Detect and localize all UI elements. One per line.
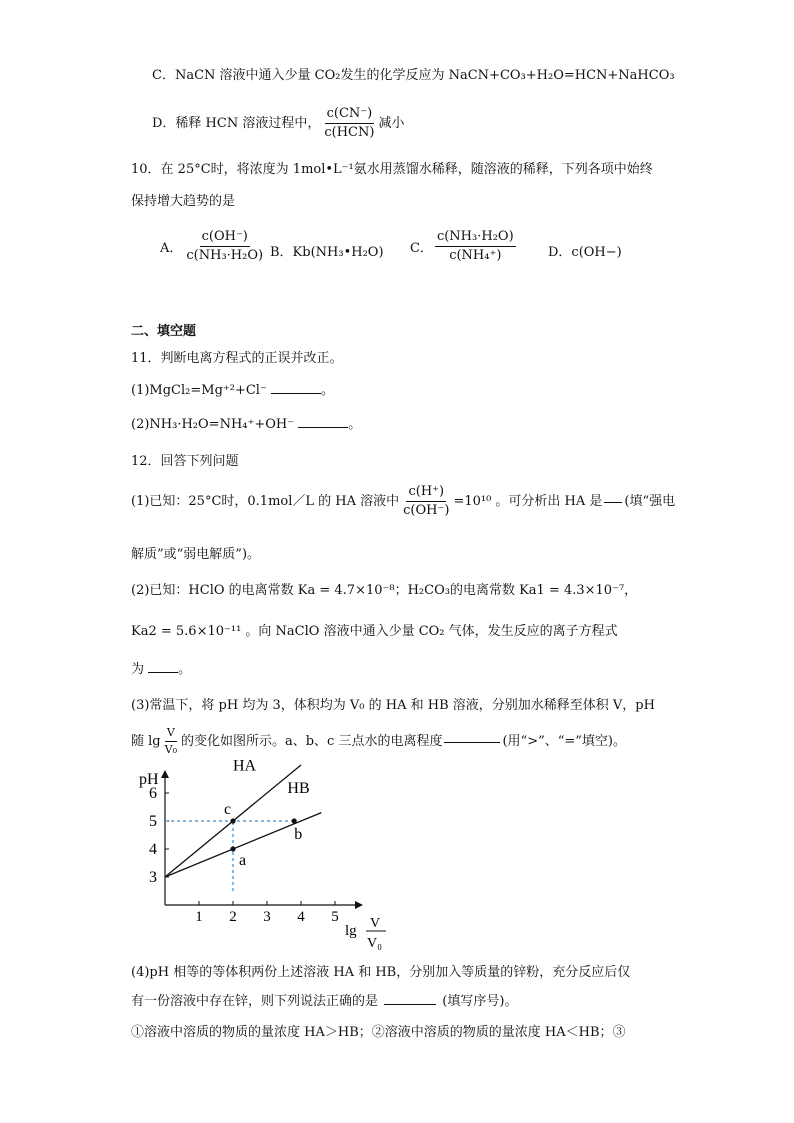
q10-option-a bbox=[160, 230, 267, 264]
q12-p3-l2-b: 的变化如图所示。a、b、c 三点水的电离程度 bbox=[180, 734, 443, 750]
q12-p1-b: =10¹⁰ 。可分析出 HA 是 bbox=[453, 494, 603, 510]
q10-a-label: A． bbox=[160, 241, 183, 257]
x-axis-arrow bbox=[355, 901, 363, 909]
q11-p2-blank[interactable] bbox=[298, 426, 348, 428]
x-tick-label-1: 1 bbox=[195, 909, 203, 925]
x-tick-label-3: 3 bbox=[263, 909, 271, 925]
q12-p2-l3-a: 为 bbox=[131, 662, 145, 677]
q11-part2 bbox=[131, 418, 361, 431]
q10-c-label: C． bbox=[410, 241, 433, 257]
q11-p1-text: (1)MgCl₂=Mg⁺²+Cl⁻ bbox=[131, 383, 267, 398]
q11-part1 bbox=[131, 384, 334, 397]
y-tick-label-3: 3 bbox=[149, 869, 157, 886]
q10-stem-line1: 10．在 25°C时，将浓度为 1mol•L⁻¹氨水用蒸馏水稀释，随溶液的稀释，下列各项中始终 bbox=[131, 162, 653, 177]
q12-p3-blank[interactable] bbox=[444, 741, 500, 743]
q12-stem: 12．回答下列问题 bbox=[131, 454, 239, 469]
y-tick-label-6: 6 bbox=[149, 785, 157, 802]
x-axis-label-num: V bbox=[370, 916, 381, 931]
point-label-b: b bbox=[294, 826, 303, 843]
q12-part2-line3 bbox=[131, 663, 191, 676]
q12-p3-num: V bbox=[165, 727, 177, 742]
chart-svg bbox=[139, 757, 405, 955]
q10-option-c bbox=[410, 230, 518, 264]
point-a bbox=[230, 846, 235, 851]
q9-d-num: c(CN⁻) bbox=[325, 107, 375, 124]
q12-p1-den: c(OH⁻) bbox=[403, 503, 450, 519]
section-title: 二、填空题 bbox=[131, 324, 197, 339]
q12-part3-line1: (3)常温下，将 pH 均为 3，体积均为 V₀ 的 HA 和 HB 溶液，分别加水稀释至体积 V，pH bbox=[131, 698, 655, 713]
q11-p1-blank[interactable] bbox=[271, 392, 321, 394]
q12-p4-blank[interactable] bbox=[384, 1003, 436, 1005]
q12-p1-c: (填“强电 bbox=[624, 494, 676, 510]
x-axis-label-den: V₀ bbox=[367, 936, 382, 951]
x-tick-label-5: 5 bbox=[331, 909, 339, 925]
q10-option-d: D．c(OH−) bbox=[548, 245, 622, 260]
q9-option-c: C．NaCN 溶液中通入少量 CO₂发生的化学反应为 NaCN+CO₃+H₂O=HCN+NaHCO₃ bbox=[152, 68, 675, 83]
q12-p1-num: c(H⁺) bbox=[406, 485, 446, 502]
point-label-c: c bbox=[224, 801, 232, 818]
x-tick-label-2: 2 bbox=[229, 909, 237, 925]
q12-part2-line1: (2)已知：HClO 的电离常数 Ka = 4.7×10⁻⁸；H₂CO₃的电离常数 Ka1 = 4.3×10⁻⁷， bbox=[131, 583, 638, 598]
q12-part4-line1: (4)pH 相等的等体积两份上述溶液 HA 和 HB，分别加入等质量的锌粉，充分反应后仅 bbox=[131, 965, 631, 980]
q10-c-num: c(NH₃·H₂O) bbox=[435, 230, 516, 247]
q12-part2-line2: Ka2 = 5.6×10⁻¹¹ 。向 NaClO 溶液中通入少量 CO₂ 气体，发生反应的离子方程式 bbox=[131, 624, 618, 639]
q11-stem: 11．判断电离方程式的正误并改正。 bbox=[131, 351, 343, 366]
q12-p2-blank[interactable] bbox=[148, 671, 178, 673]
q10-a-num: c(OH⁻) bbox=[200, 230, 250, 247]
q12-p4-l2-a: 有一份溶液中存在锌，则下列说法正确的是 bbox=[131, 994, 379, 1009]
q11-p2-text: (2)NH₃·H₂O=NH₄⁺+OH⁻ bbox=[131, 417, 295, 432]
series-label-HA: HA bbox=[233, 757, 257, 775]
series-label-HB: HB bbox=[287, 780, 310, 797]
q12-p3-den: V₀ bbox=[164, 743, 177, 757]
q12-p3-l2-a: 随 lg bbox=[131, 734, 161, 750]
q12-p1-blank[interactable] bbox=[604, 501, 622, 503]
q12-p4-l2-b: (填写序号)。 bbox=[442, 994, 518, 1009]
q12-part3-line2 bbox=[131, 727, 626, 756]
q12-p1-a: (1)已知：25°C时，0.1mol／L 的 HA 溶液中 bbox=[131, 494, 400, 510]
q12-part4-line2 bbox=[131, 995, 517, 1008]
q12-p3-l2-c: (用“>”、“=”填空)。 bbox=[502, 734, 626, 750]
q10-option-b: B．Kb(NH₃•H₂O) bbox=[270, 245, 384, 260]
y-tick-label-5: 5 bbox=[149, 813, 157, 830]
ph-dilution-chart bbox=[139, 757, 405, 959]
y-axis-label: pH bbox=[139, 771, 159, 788]
q10-a-den: c(NH₃·H₂O) bbox=[186, 248, 264, 264]
q10-c-fraction bbox=[435, 230, 516, 264]
q12-p1-fraction bbox=[401, 485, 451, 519]
point-label-a: a bbox=[239, 852, 247, 869]
y-axis-arrow bbox=[161, 770, 169, 778]
q10-stem-line2: 保持增大趋势的是 bbox=[131, 194, 236, 209]
q12-part1-line1 bbox=[131, 485, 675, 519]
q9-option-d bbox=[152, 107, 404, 141]
q9-d-prefix: D．稀释 HCN 溶液过程中， bbox=[152, 116, 321, 132]
q12-p2-l3-b: 。 bbox=[178, 662, 192, 677]
q11-p2-end: 。 bbox=[348, 417, 362, 432]
q10-a-fraction bbox=[184, 230, 265, 264]
point-b bbox=[292, 818, 297, 823]
q9-d-fraction bbox=[322, 107, 376, 141]
x-axis-label-lg: lg bbox=[345, 923, 357, 939]
q11-p1-end: 。 bbox=[320, 383, 334, 398]
q12-part1-line2: 解质”或“弱电解质”)。 bbox=[131, 547, 261, 562]
q12-part4-line3: ①溶液中溶质的物质的量浓度 HA＞HB；②溶液中溶质的物质的量浓度 HA＜HB；③ bbox=[131, 1025, 626, 1040]
x-tick-label-4: 4 bbox=[297, 909, 305, 925]
point-c bbox=[230, 818, 235, 823]
q9-d-suffix: 减小 bbox=[378, 116, 405, 132]
q10-c-den: c(NH₄⁺) bbox=[449, 248, 502, 264]
q9-d-den: c(HCN) bbox=[324, 125, 375, 141]
q12-p3-fraction bbox=[163, 727, 179, 756]
y-tick-label-4: 4 bbox=[149, 841, 157, 858]
